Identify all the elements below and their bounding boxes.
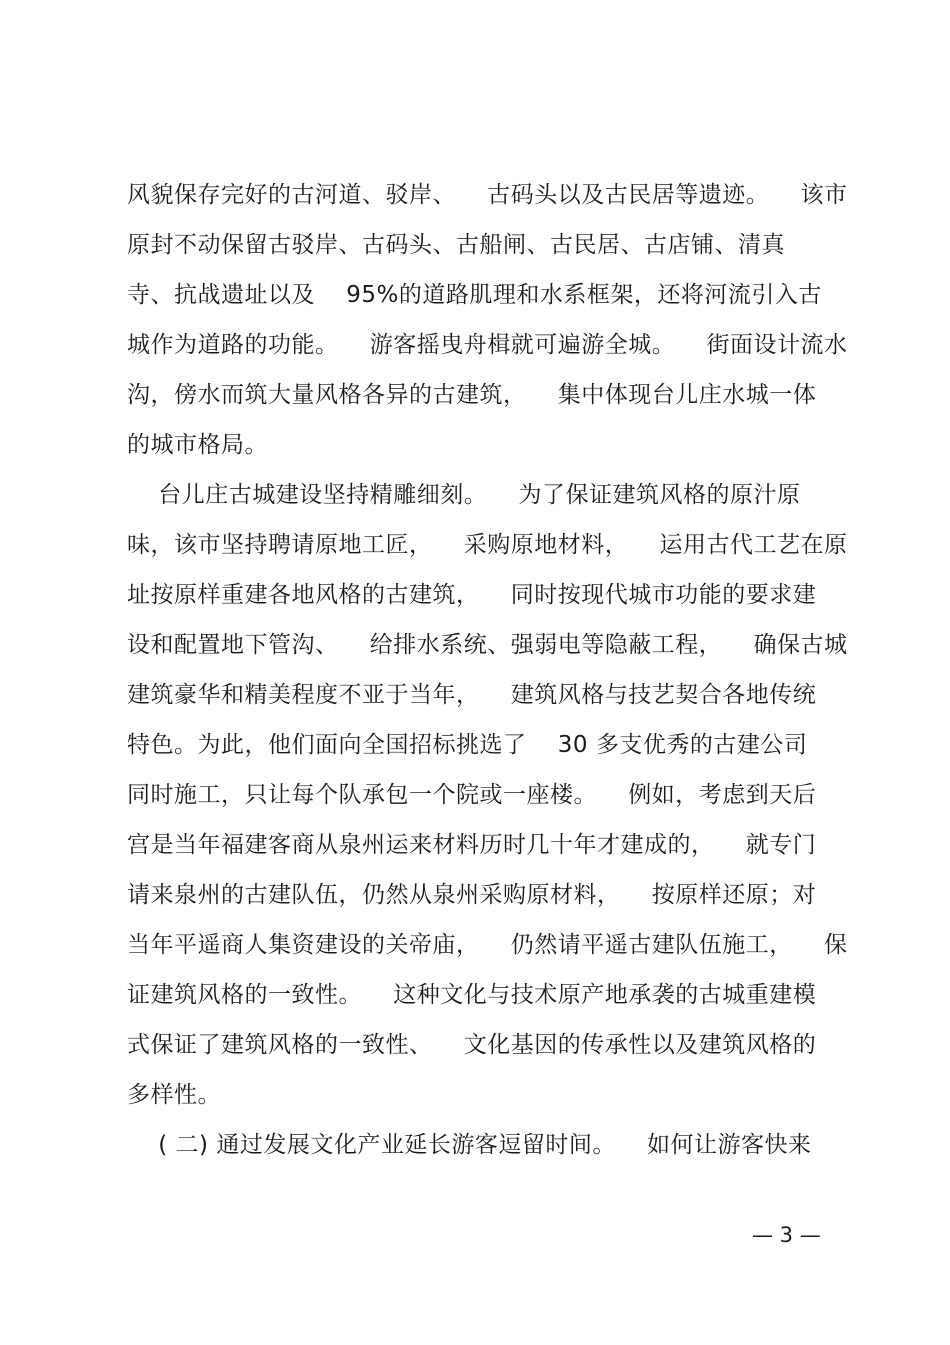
body-text-line: 设和配置地下管沟、 给排水系统、强弱电等隐蔽工程， 确保古城 — [127, 632, 848, 658]
body-text-line: 味，该市坚持聘请原地工匠， 采购原地材料， 运用古代工艺在原 — [127, 532, 848, 558]
body-text-line: 原封不动保留古驳岸、古码头、古船闸、古民居、古店铺、清真 — [127, 232, 785, 258]
body-text-line: 请来泉州的古建队伍，仍然从泉州采购原材料， 按原样还原；对 — [127, 882, 817, 908]
body-text-line: 特色。为此，他们面向全国招标挑选了 30 多支优秀的古建公司 — [127, 732, 808, 758]
body-text-line: ( 二) 通过发展文化产业延长游客逗留时间。 如何让游客快来 — [127, 1132, 812, 1158]
body-text-line: 式保证了建筑风格的一致性、 文化基因的传承性以及建筑风格的 — [127, 1032, 817, 1058]
body-text-line: 证建筑风格的一致性。 这种文化与技术原产地承袭的古城重建模 — [127, 982, 817, 1008]
body-text-line: 沟，傍水而筑大量风格各异的古建筑， 集中体现台儿庄水城一体 — [127, 382, 817, 408]
body-text-line: 城作为道路的功能。 游客摇曳舟楫就可遍游全城。 街面设计流水 — [127, 332, 848, 358]
body-text-line: 宫是当年福建客商从泉州运来材料历时几十年才建成的， 就专门 — [127, 832, 817, 858]
body-text-line: 的城市格局。 — [127, 432, 268, 458]
body-text-line: 风貌保存完好的古河道、驳岸、 古码头以及古民居等遗迹。 该市 — [127, 182, 848, 208]
body-text-line: 当年平遥商人集资建设的关帝庙， 仍然请平遥古建队伍施工， 保 — [127, 932, 848, 958]
body-text-line: 多样性。 — [127, 1082, 221, 1108]
body-text-line: 同时施工，只让每个队承包一个院或一座楼。 例如，考虑到天后 — [127, 782, 817, 808]
page-number: — 3 — — [752, 1223, 821, 1247]
body-text-line: 寺、抗战遗址以及 95%的道路肌理和水系框架，还将河流引入古 — [127, 282, 822, 308]
body-text-line: 建筑豪华和精美程度不亚于当年， 建筑风格与技艺契合各地传统 — [127, 682, 817, 708]
body-text-line: 台儿庄古城建设坚持精雕细刻。 为了保证建筑风格的原汁原 — [127, 482, 801, 508]
body-text-line: 址按原样重建各地风格的古建筑， 同时按现代城市功能的要求建 — [127, 582, 817, 608]
